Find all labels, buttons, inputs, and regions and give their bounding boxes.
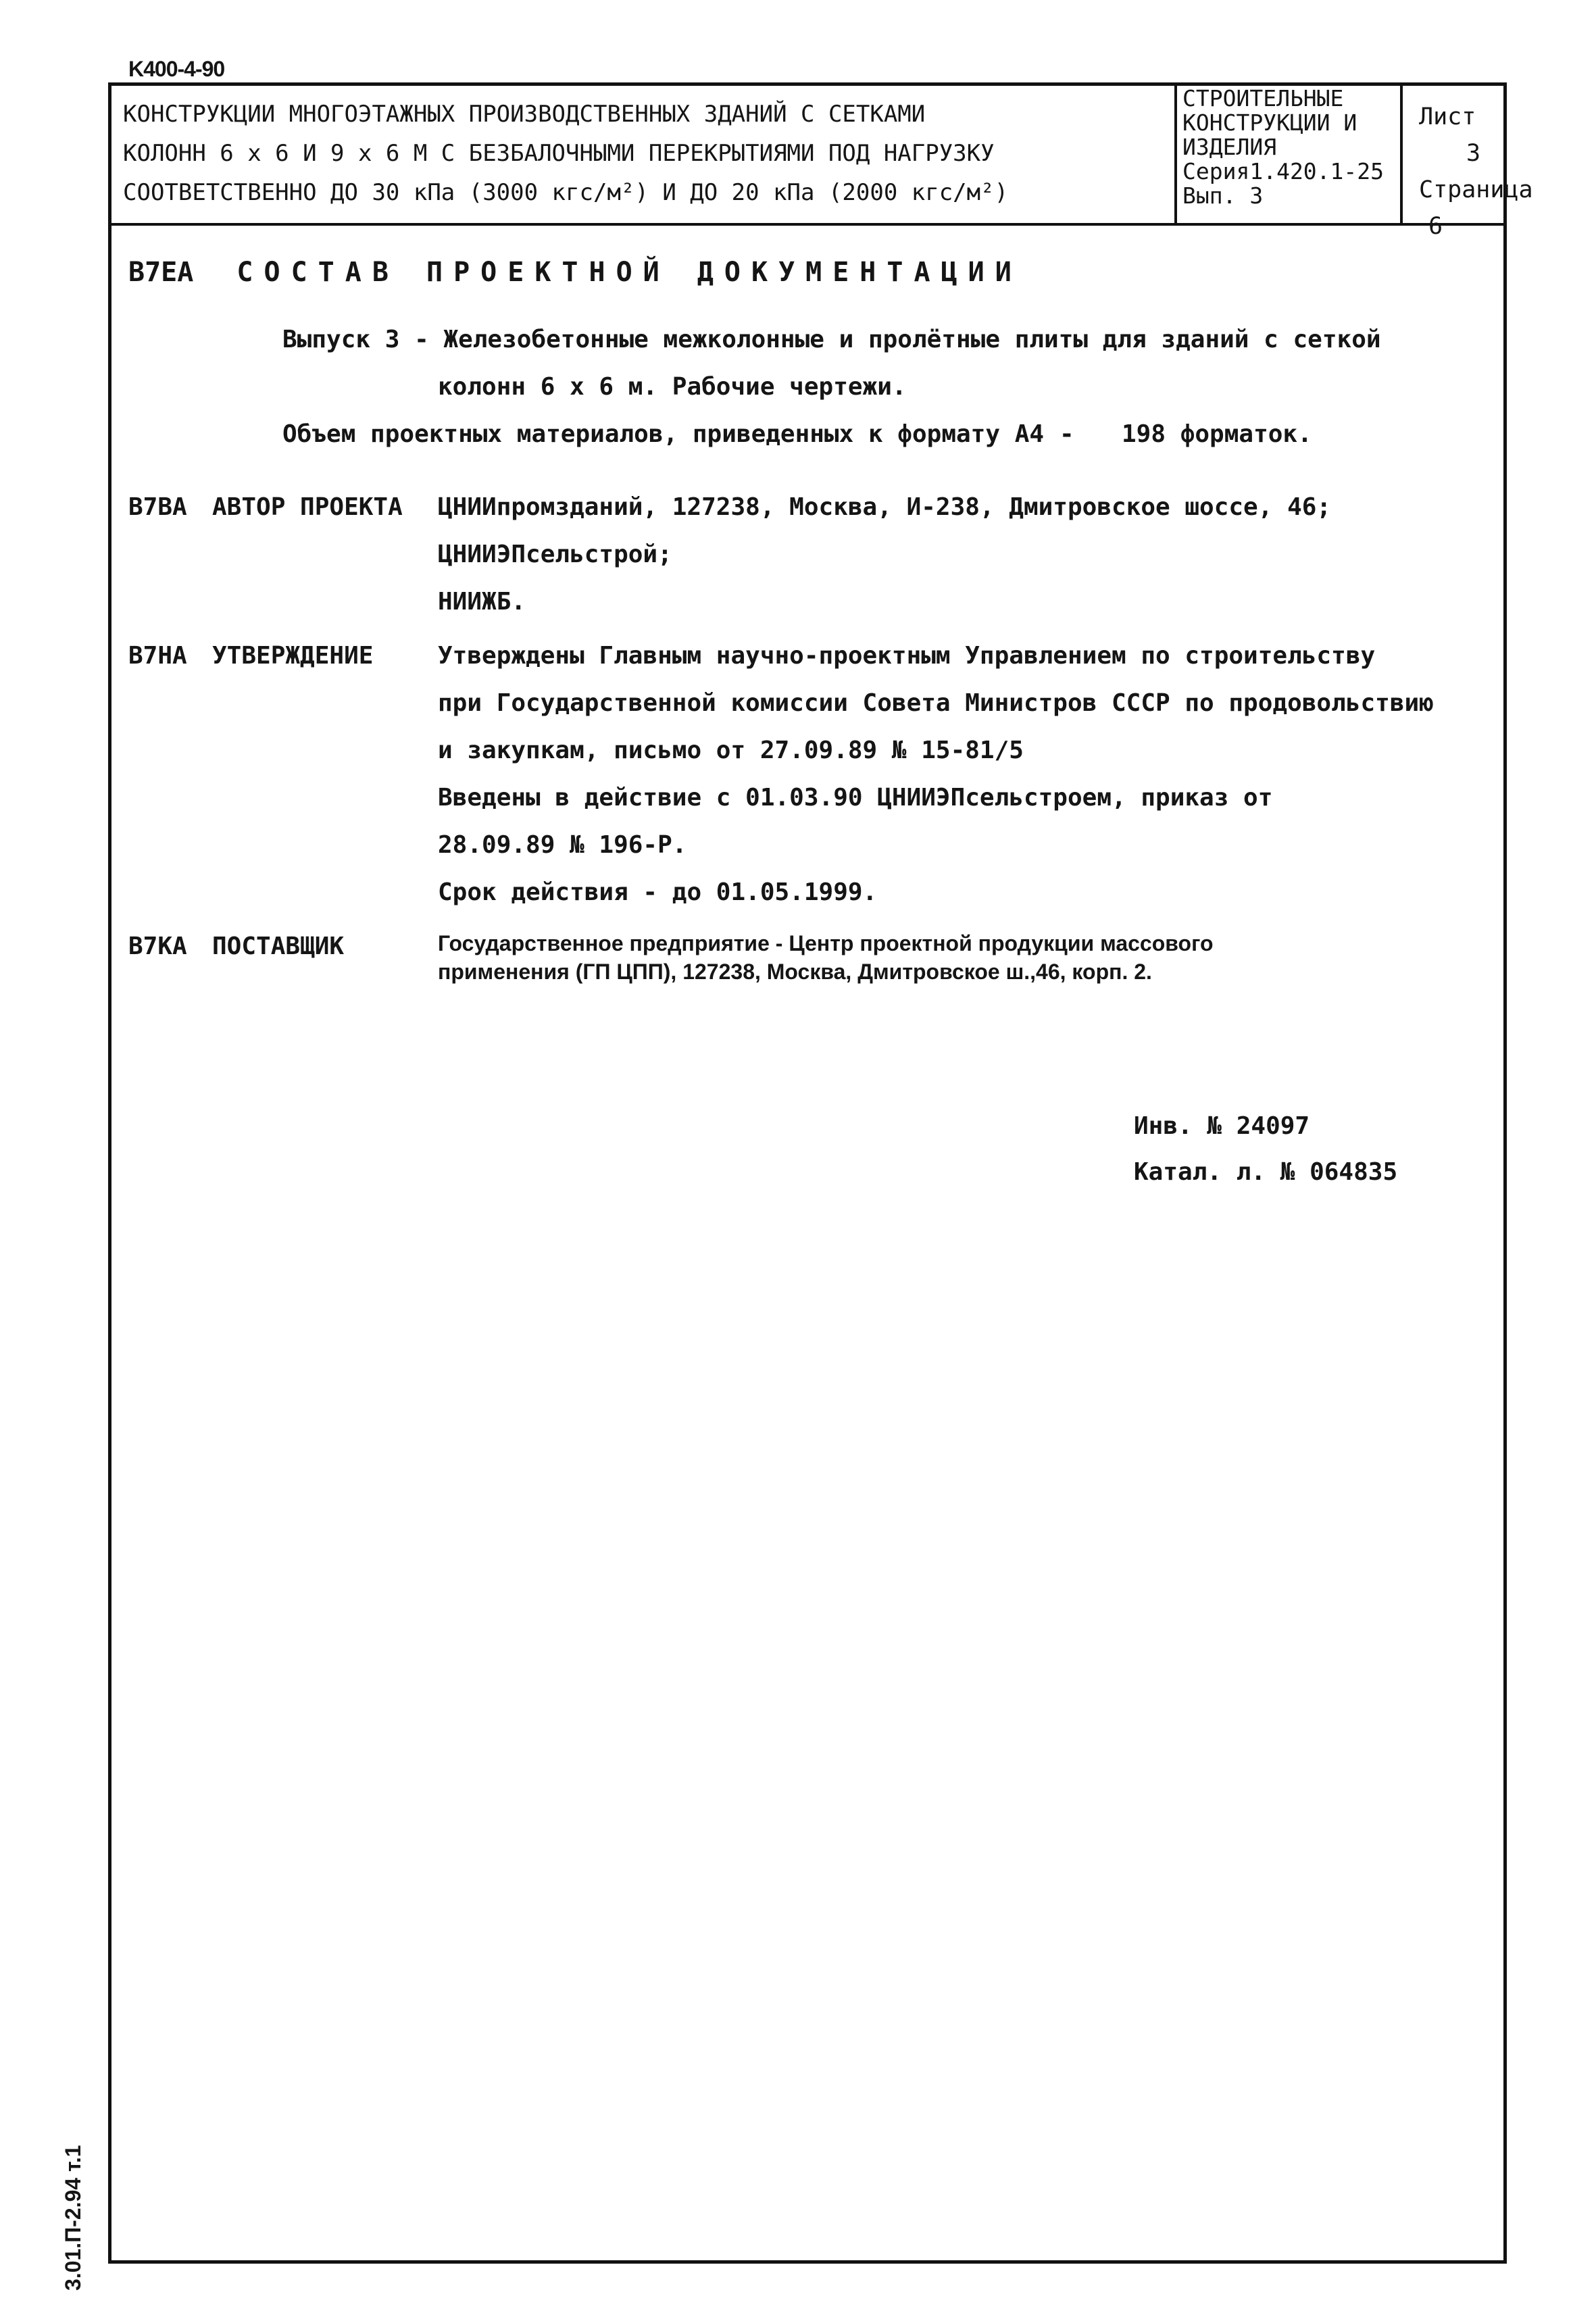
document-code: K400-4-90	[128, 57, 225, 81]
page-number: 6	[1428, 213, 1443, 240]
approval-line: и закупкам, письмо от 27.09.89 № 15-81/5	[438, 737, 1024, 764]
title-line: КОНСТРУКЦИИ МНОГОЭТАЖНЫХ ПРОИЗВОДСТВЕННЫХ ЗДАНИЙ С СЕТКАМИ	[123, 101, 926, 128]
sheet-number: 3	[1466, 140, 1481, 167]
side-code: 3.01.П-2.94 т.1	[61, 2145, 85, 2291]
title-line: СООТВЕТСТВЕННО ДО 30 кПа (3000 кгс/м²) И ДО 20 кПа (2000 кгс/м²)	[123, 179, 1009, 206]
volume-label: Объем проектных материалов, приведенных к формату А4	[282, 420, 1045, 448]
supplier-code: В7КА	[128, 932, 187, 960]
approval-label: УТВЕРЖДЕНИЕ	[212, 642, 374, 670]
approval-line: Введены в действие с 01.03.90 ЦНИИЭПсельстроем, приказ от	[438, 784, 1273, 812]
volume-value: 198 форматок.	[1122, 420, 1312, 448]
approval-line: 28.09.89 № 196-Р.	[438, 831, 687, 859]
approval-line: при Государственной комиссии Совета Министров СССР по продовольствию	[438, 689, 1434, 717]
approval-line: Срок действия - до 01.05.1999.	[438, 878, 878, 906]
catalog-number: Катал. л. № 064835	[1134, 1158, 1398, 1186]
approval-code: В7НА	[128, 642, 187, 670]
series-number: Серия1.420.1-25	[1182, 158, 1385, 184]
section-heading	[128, 257, 1022, 288]
author-line: НИИЖБ.	[438, 588, 526, 616]
title-block	[108, 82, 1533, 240]
inventory-number: Инв. № 24097	[1134, 1112, 1310, 1140]
author-line: ЦНИИпромзданий, 127238, Москва, И-238, Дмитровское шоссе, 46;	[438, 493, 1332, 521]
heading-code: В7ЕА	[128, 257, 194, 288]
supplier-label: ПОСТАВЩИК	[212, 932, 345, 960]
sheet-label: Лист	[1419, 103, 1476, 130]
supplier-line: Государственное предприятие - Центр проектной продукции массового	[438, 931, 1214, 955]
supplier-line: применения (ГП ЦПП), 127238, Москва, Дмитровское ш.,46, корп. 2.	[438, 960, 1152, 984]
issue-number: Вып. 3	[1182, 182, 1264, 209]
author-line: ЦНИИЭПсельстрой;	[438, 541, 672, 568]
title-block-description	[123, 95, 1164, 212]
series-line: ИЗДЕЛИЯ	[1182, 134, 1277, 160]
page-label: Страница	[1419, 176, 1533, 203]
author-code: В7ВА	[128, 493, 187, 521]
heading-text: СОСТАВ ПРОЕКТНОЙ ДОКУМЕНТАЦИИ	[236, 257, 1022, 288]
series-line: КОНСТРУКЦИИ И	[1182, 109, 1357, 136]
issue-line: колонн 6 х 6 м. Рабочие чертежи.	[438, 373, 907, 401]
sheet-info	[1419, 99, 1533, 245]
title-line: КОЛОНН 6 х 6 И 9 х 6 М С БЕЗБАЛОЧНЫМИ ПЕРЕКРЫТИЯМИ ПОД НАГРУЗКУ	[123, 140, 995, 167]
author-label: АВТОР ПРОЕКТА	[212, 493, 403, 521]
approval-line: Утверждены Главным научно-проектным Управлением по строительству	[438, 642, 1376, 670]
series-box	[1174, 82, 1403, 223]
issue-line: Выпуск 3 - Железобетонные межколонные и пролётные плиты для зданий с сеткой	[282, 326, 1381, 353]
series-line: СТРОИТЕЛЬНЫЕ	[1182, 85, 1344, 111]
volume-dash: -	[1059, 420, 1074, 448]
